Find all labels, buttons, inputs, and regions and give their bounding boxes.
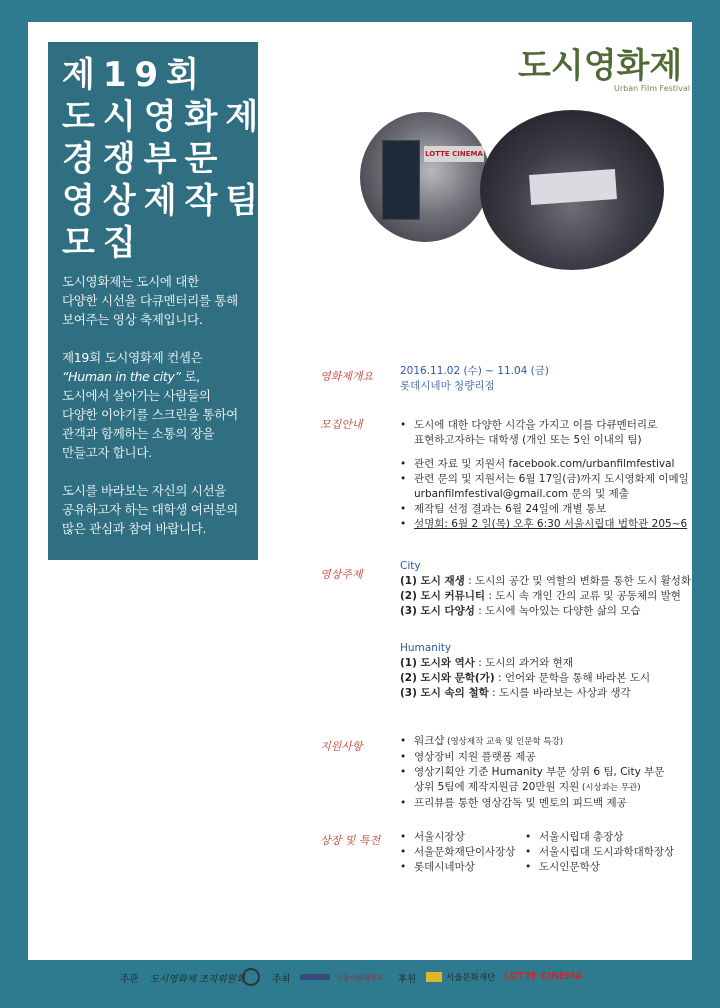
awards-right-list bbox=[525, 830, 674, 875]
label-awards: 상장 및 특전 bbox=[320, 834, 381, 847]
overview-section bbox=[400, 364, 549, 394]
recruit-list bbox=[400, 418, 689, 532]
logo-english: Urban Film Festival bbox=[614, 84, 691, 93]
list-item: • 서울시립대 총장상 bbox=[525, 830, 674, 845]
label-recruit: 모집안내 bbox=[320, 418, 363, 431]
intro-line: 로, bbox=[180, 369, 200, 384]
list-item: • 영상기획안 기준 Humanity 부문 상위 6 팀, City 부문 상위 5팀에 제작지원금 20만원 지원 (시상과는 무관) bbox=[400, 765, 664, 796]
intro-line: 도시를 바라보는 자신의 시선을 bbox=[62, 483, 227, 498]
host-label: 주최 bbox=[272, 974, 291, 985]
list-item: • 제작팀 선정 결과는 6월 24일에 개별 통보 bbox=[400, 502, 689, 517]
support-list bbox=[400, 734, 664, 811]
intro-line: 만들고자 합니다. bbox=[62, 445, 152, 460]
festival-poster-image bbox=[382, 140, 420, 220]
label-overview: 영화제개요 bbox=[320, 370, 374, 383]
title-line: 제19회 bbox=[62, 55, 208, 95]
awards-left-list bbox=[400, 830, 515, 875]
list-item: • 프리뷰를 통한 영상감독 및 멘토의 피드백 제공 bbox=[400, 796, 664, 811]
intro-line: 많은 관심과 참여 바랍니다. bbox=[62, 521, 207, 536]
humanity-heading: Humanity bbox=[400, 642, 452, 654]
organizer-label: 주관 bbox=[120, 974, 139, 985]
list-item: (2) 도시와 문학(가) : 언어와 문학을 통해 바라본 도시 bbox=[400, 672, 651, 684]
footer bbox=[0, 966, 720, 990]
intro-line: 제19회 도시영화제 컨셉은 bbox=[62, 350, 203, 365]
sponsor-label: 후원 bbox=[398, 974, 417, 985]
intro-text bbox=[62, 272, 254, 557]
festival-venue: 롯데시네마 청량리점 bbox=[400, 380, 495, 392]
concept-title: “Human in the city” bbox=[62, 369, 181, 384]
page-title bbox=[62, 54, 266, 264]
host-name: 서울시립대학교 bbox=[336, 974, 384, 982]
cinema-entrance-photo bbox=[360, 112, 490, 242]
list-item: • 서울시립대 도시과학대학장상 bbox=[525, 845, 674, 860]
list-item: • 설명회: 6월 2 일(목) 오후 6:30 서울시립대 법학관 205~6 bbox=[400, 517, 689, 532]
organizer-emblem-icon bbox=[242, 968, 260, 986]
intro-line: 다양한 시선을 다큐멘터리를 통해 bbox=[62, 293, 238, 308]
list-item: • 도시인문학상 bbox=[525, 860, 674, 875]
logo-korean: 도시영화제 bbox=[518, 46, 683, 86]
organizer-name: 도시영화제 조직위원회 bbox=[150, 974, 245, 985]
festival-date: 2016.11.02 (수) ~ 11.04 (금) bbox=[400, 365, 549, 377]
list-item: (3) 도시 속의 철학 : 도시를 바라보는 사상과 생각 bbox=[400, 687, 631, 699]
list-item: • 관련 자료 및 지원서 facebook.com/urbanfilmfestival bbox=[400, 457, 689, 472]
university-logo-icon bbox=[300, 974, 330, 980]
banner-image bbox=[529, 169, 617, 205]
list-item: • 서울시장상 bbox=[400, 830, 515, 845]
list-item: • 롯데시네마상 bbox=[400, 860, 515, 875]
sponsor-name: 서울문화재단 bbox=[446, 973, 496, 983]
list-item: • 서울문화재단이사장상 bbox=[400, 845, 515, 860]
list-item: • 관련 문의 및 지원서는 6월 17일(금)까지 도시영화제 이메일 urbanfilmfestival@gmail.com 문의 및 제출 bbox=[400, 472, 689, 502]
intro-line: 보여주는 영상 축제입니다. bbox=[62, 312, 203, 327]
festival-logo bbox=[518, 46, 691, 93]
title-line: 경쟁부문 bbox=[62, 139, 226, 179]
foundation-logo-icon bbox=[426, 972, 442, 982]
intro-line: 공유하고자 하는 대학생 여러분의 bbox=[62, 502, 238, 517]
list-item: (3) 도시 다양성 : 도시에 녹아있는 다양한 삶의 모습 bbox=[400, 605, 641, 617]
intro-line: 다양한 이야기를 스크린을 통하여 bbox=[62, 407, 238, 422]
list-item: • 영상장비 지원 플랫폼 제공 bbox=[400, 750, 664, 765]
intro-line: 도시에서 살아가는 사람들의 bbox=[62, 388, 211, 403]
list-item: (2) 도시 커뮤니티 : 도시 속 개인 간의 교류 및 공동체의 발현 bbox=[400, 590, 681, 602]
list-item: • 도시에 대한 다양한 시각을 가지고 이를 다큐멘터리로 표현하고자하는 대학생 (개인 또는 5인 이내의 팀) bbox=[400, 418, 689, 448]
list-item: (1) 도시 재생 : 도시의 공간 및 역할의 변화를 통한 도시 활성화 bbox=[400, 575, 692, 587]
city-heading: City bbox=[400, 560, 421, 572]
audience-group-photo bbox=[480, 110, 664, 270]
title-line: 모집 bbox=[62, 223, 144, 263]
intro-line: 도시영화제는 도시에 대한 bbox=[62, 274, 199, 289]
title-line: 영상제작팀 bbox=[62, 181, 267, 221]
title-box bbox=[48, 42, 267, 560]
label-support: 지원사항 bbox=[320, 740, 363, 753]
list-item: (1) 도시와 역사 : 도시의 과거와 현재 bbox=[400, 657, 573, 669]
theme-section bbox=[400, 559, 691, 701]
label-theme: 영상주제 bbox=[320, 568, 363, 581]
list-item: • 워크샵 (영상제작 교육 및 인문학 특강) bbox=[400, 734, 664, 750]
cinema-sign: LOTTE CINEMA bbox=[424, 146, 484, 162]
title-line: 도시영화제 bbox=[62, 97, 267, 137]
sponsor-name: LOTTE CINEMA bbox=[504, 971, 583, 982]
intro-line: 관객과 함께하는 소통의 장을 bbox=[62, 426, 215, 441]
